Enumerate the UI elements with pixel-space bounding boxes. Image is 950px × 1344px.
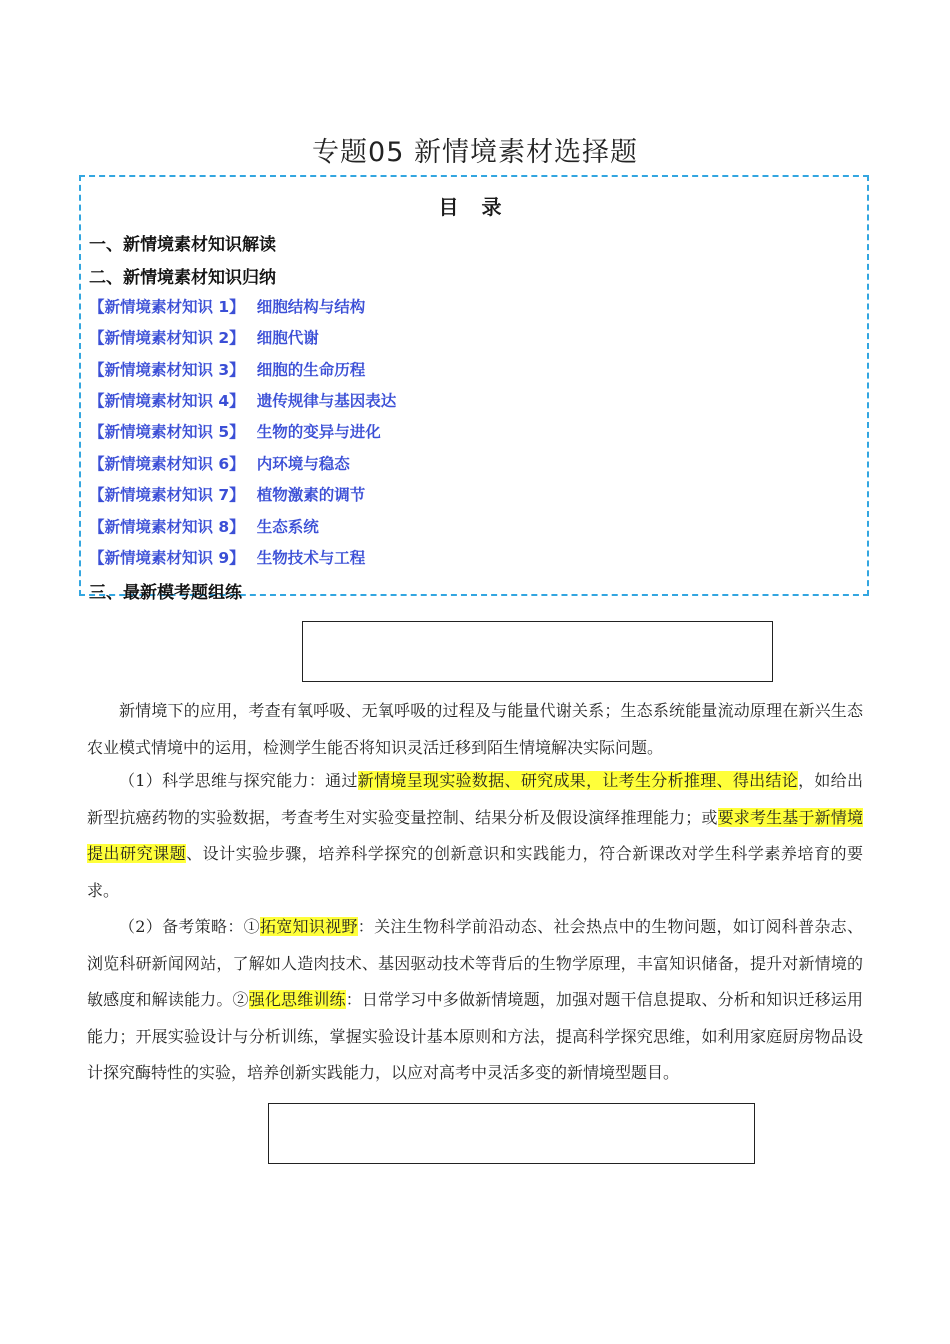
- toc-item-tag: 【新情境素材知识 6】: [89, 455, 245, 473]
- toc-item-6[interactable]: [89, 452, 350, 474]
- toc-item-topic: 内环境与稳态: [256, 455, 350, 473]
- highlighted-text: 强化思维训练: [248, 990, 346, 1009]
- toc-item-7[interactable]: [89, 483, 365, 505]
- toc-item-tag: 【新情境素材知识 2】: [89, 329, 245, 347]
- paragraph-text: ，如给出新型抗癌药物的实验数据，考查考生对实验变量控制、结果分析及假设演绎推理能力；或: [87, 771, 863, 827]
- toc-item-tag: 【新情境素材知识 7】: [89, 486, 245, 504]
- toc-item-topic: 生物技术与工程: [256, 549, 366, 567]
- toc-section-2[interactable]: 二、新情境素材知识归纳: [89, 268, 276, 288]
- toc-item-tag: 【新情境素材知识 8】: [89, 518, 245, 536]
- toc-item-3[interactable]: [89, 358, 365, 380]
- highlighted-text: 要求考生基于新情境提出研究课题: [87, 807, 863, 863]
- study-strategy-paragraph: [87, 909, 863, 1092]
- toc-item-1[interactable]: [89, 295, 365, 317]
- toc-item-topic: 生物的变异与进化: [256, 423, 381, 441]
- toc-item-topic: 细胞的生命历程: [256, 361, 366, 379]
- toc-item-topic: 细胞结构与结构: [256, 298, 366, 316]
- toc-section-1[interactable]: 一、新情境素材知识解读: [89, 235, 276, 255]
- highlighted-text: 新情境呈现实验数据、研究成果，让考生分析推理、得出结论: [357, 771, 799, 790]
- toc-item-tag: 【新情境素材知识 5】: [89, 423, 245, 441]
- toc-item-8[interactable]: [89, 515, 319, 537]
- science-thinking-paragraph: [87, 763, 863, 909]
- toc-item-tag: 【新情境素材知识 1】: [89, 298, 245, 316]
- toc-item-topic: 生态系统: [256, 518, 319, 536]
- paragraph-text: ：日常学习中多做新情境题，加强对题干信息提取、分析和知识迁移运用能力；开展实验设计与分析训练，掌握实验设计基本原则和方法，提高科学探究思维，如利用家庭厨房物品设计探究酶特性的实验，培养创新实践能力，以应对高考中灵活多变的新情境型题目。: [87, 990, 863, 1082]
- toc-item-4[interactable]: [89, 389, 396, 411]
- toc-item-topic: 细胞代谢: [256, 329, 319, 347]
- toc-item-tag: 【新情境素材知识 9】: [89, 549, 245, 567]
- table-of-contents: [79, 175, 869, 603]
- toc-heading: 目 录: [438, 195, 510, 219]
- toc-item-topic: 植物激素的调节: [256, 486, 366, 504]
- section-heading-box: [268, 1103, 755, 1164]
- paragraph-text: ：关注生物科学前沿动态、社会热点中的生物问题，如订阅科普杂志、浏览科研新闻网站，了解如人造肉技术、基因驱动技术等背后的生物学原理，丰富知识储备，提升对新情境的敏感度和解读能力。②: [87, 917, 863, 1009]
- toc-item-9[interactable]: [89, 546, 365, 568]
- toc-section-3[interactable]: 三、最新模考题组练: [89, 583, 242, 603]
- page-title: 专题05 新情境素材选择题: [312, 137, 638, 168]
- toc-item-2[interactable]: [89, 326, 319, 348]
- highlighted-text: 拓宽知识视野: [259, 917, 358, 936]
- toc-item-5[interactable]: [89, 420, 381, 442]
- paragraph-text: （1）科学思维与探究能力：通过: [119, 771, 358, 790]
- paragraph-text: （2）备考策略：①: [119, 917, 260, 936]
- section-heading-box: [302, 621, 773, 682]
- paragraph-text: 、设计实验步骤，培养科学探究的创新意识和实践能力，符合新课改对学生科学素养培育的要求。: [87, 844, 863, 900]
- intro-paragraph: 新情境下的应用，考查有氧呼吸、无氧呼吸的过程及与能量代谢关系；生态系统能量流动原理在新兴生态农业模式情境中的运用，检测学生能否将知识灵活迁移到陌生情境解决实际问题。: [87, 701, 863, 757]
- toc-item-topic: 遗传规律与基因表达: [256, 392, 397, 410]
- toc-item-tag: 【新情境素材知识 4】: [89, 392, 245, 410]
- toc-item-tag: 【新情境素材知识 3】: [89, 361, 245, 379]
